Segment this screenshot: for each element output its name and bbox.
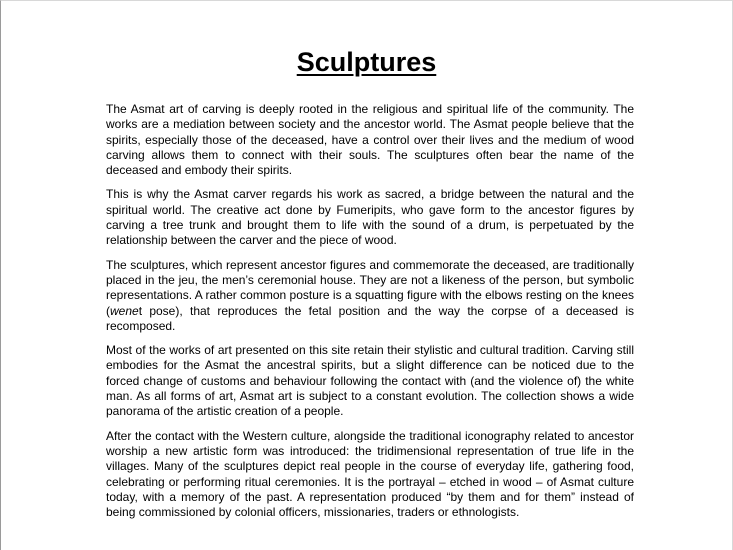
paragraph-2: This is why the Asmat carver regards his work as sacred, a bridge between the natural and the spiritual world. The creative act done by Fumeripits, who gave form to the ancestor figures by carving a tree trunk and brought them to life with the sound of a drum, is perpetuated by the relationship between the carver and the piece of wood.: [106, 187, 634, 248]
paragraph-4: Most of the works of art presented on this site retain their stylistic and cultural tradition. Carving still embodies for the Asmat the ancestral spirits, but a slight difference can be noticed due to the forced change of customs and behaviour following the contact with (and the violence of) the white man. As all forms of art, Asmat art is subject to a constant evolution. The collection shows a wide panorama of the artistic creation of a people.: [106, 343, 634, 419]
paragraph-5: After the contact with the Western culture, alongside the traditional iconography related to ancestor worship a new artistic form was introduced: the tridimensional representation of true life in the villages. Many of the sculptures depict real people in the course of everyday life, gathering food, celebrating or performing ritual ceremonies. It is the portrayal – etched in wood – of Asmat culture today, with a memory of the past. A representation produced “by them and for them” instead of being commissioned by colonial officers, missionaries, traders or ethnologists.: [106, 428, 634, 520]
paragraph-3: [106, 258, 634, 334]
paragraph-3-italic-term: wene: [110, 303, 139, 318]
document-body: [106, 102, 634, 529]
paragraph-3-text-before: The sculptures, which represent ancestor figures and commemorate the deceased, are traditionally placed in the jeu, the men’s ceremonial house. They are not a likeness of the person, but symbolic representations. A rather common posture is a squatting figure with the elbows resting on the knees (: [106, 257, 634, 318]
paragraph-3-text-after: t pose), that reproduces the fetal position and the way the corpse of a deceased is recomposed.: [106, 303, 634, 333]
page-title: Sculptures: [296, 47, 437, 77]
paragraph-1: The Asmat art of carving is deeply rooted in the religious and spiritual life of the community. The works are a mediation between society and the ancestor world. The Asmat people believe that the spirits, especially those of the deceased, have a control over their lives and the medium of wood carving allows them to connect with their souls. The sculptures often bear the name of the deceased and embody their spirits.: [106, 102, 634, 178]
